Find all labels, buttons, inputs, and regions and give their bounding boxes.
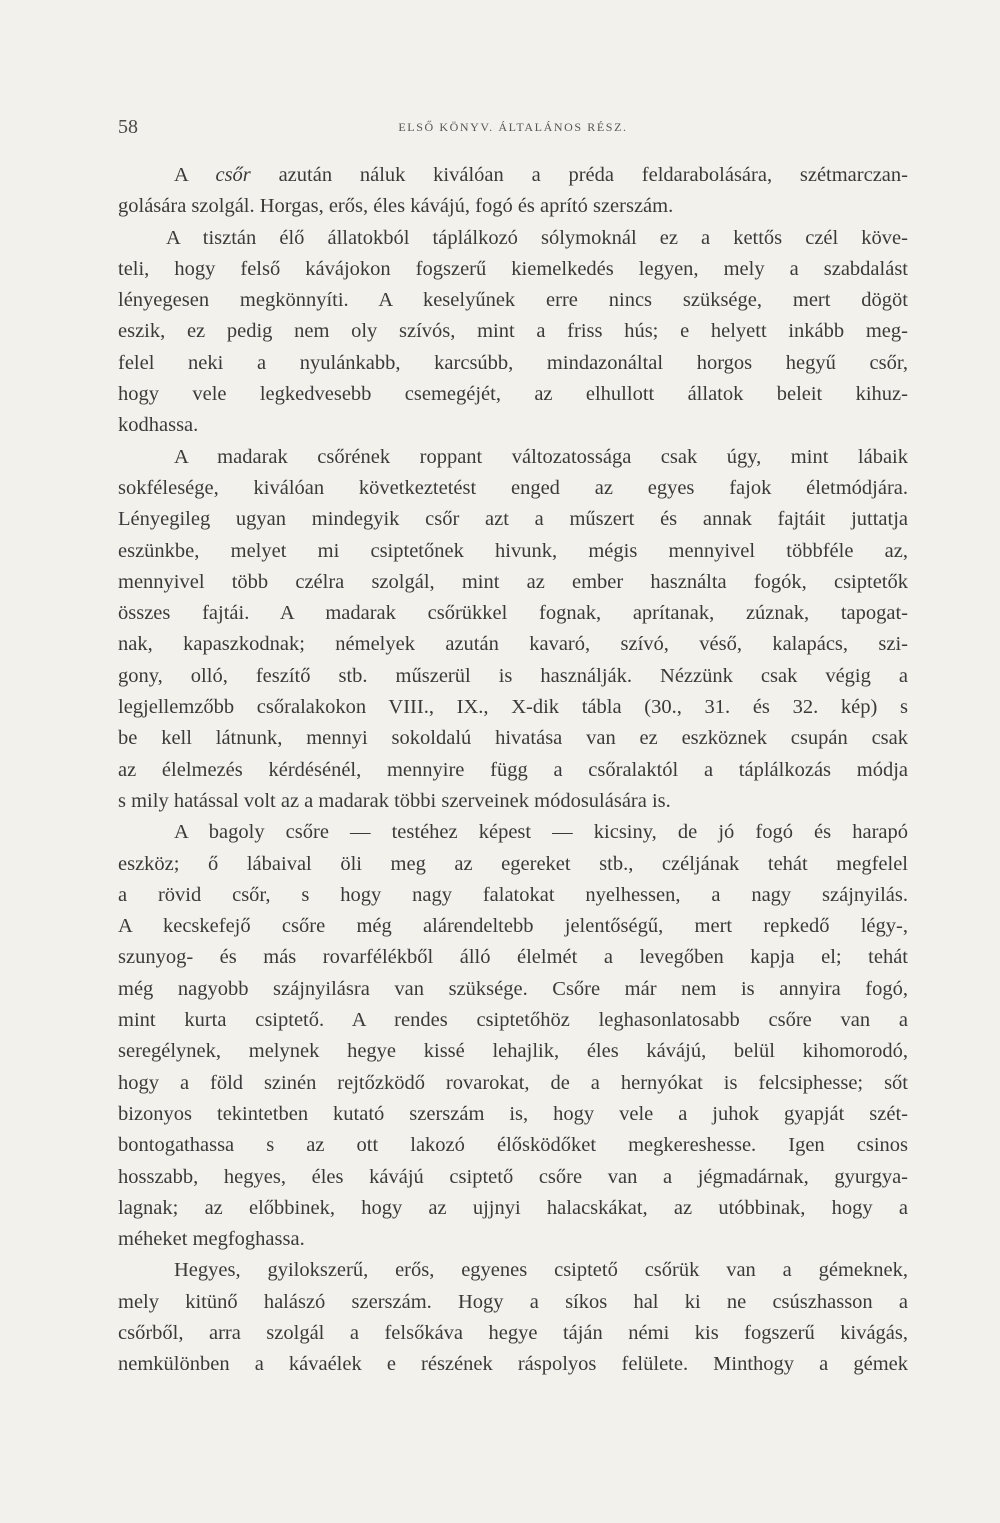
text-line: felel neki a nyulánkabb, karcsúbb, mindazonáltal horgos hegyű csőr, [118, 351, 908, 374]
text-line: szunyog- és más rovarfélékből álló élelmét a levegőben kapja el; tehát [118, 946, 908, 969]
text-line: A madarak csőrének roppant változatossága csak úgy, mint lábaik [174, 445, 908, 468]
text-line: eszik, ez pedig nem oly szívós, mint a friss hús; e helyett inkább meg- [118, 320, 908, 343]
text-line: legjellemzőbb csőralakokon VIII., IX., X-dik tábla (30., 31. és 32. kép) s [118, 696, 908, 719]
text-segment: A [174, 164, 216, 186]
text-line [118, 160, 908, 191]
text-line: lényegesen megkönnyíti. A keselyűnek erre nincs szüksége, mert dögöt [118, 289, 908, 312]
text-line: méheket megfoghassa. [118, 1228, 305, 1251]
page-number: 58 [118, 116, 138, 138]
text-line: be kell látnunk, mennyi sokoldalú hivatása van ez eszköznek csupán csak [118, 727, 908, 750]
text-line: eszköz; ő lábaival öli meg az egereket stb., czéljának tehát megfelel [118, 852, 908, 875]
text-line: A tisztán élő állatokból táplálkozó sólymoknál ez a kettős czél köve- [166, 226, 908, 249]
text-line: nemkülönben a kávaélek e részének ráspolyos felülete. Minthogy a gémek [118, 1353, 908, 1376]
text-line: sokfélesége, kiválóan következtetést enged az egyes fajok életmódjára. [118, 476, 908, 499]
text-line: lagnak; az előbbinek, hogy az ujjnyi halacskákat, az utóbbinak, hogy a [118, 1196, 908, 1219]
text-line: bontogathassa s az ott lakozó élősködőket megkereshesse. Igen csinos [118, 1134, 908, 1157]
italic-term: csőr [215, 164, 251, 186]
text-line: még nagyobb szájnyilásra van szüksége. Csőre már nem is annyira fogó, [118, 977, 908, 1000]
text-line: összes fajtái. A madarak csőrükkel fognak, aprítanak, zúznak, tapogat- [118, 602, 908, 625]
text-line: kodhassa. [118, 414, 199, 437]
text-line: mely kitünő halászó szerszám. Hogy a síkos hal ki ne csúszhasson a [118, 1290, 908, 1313]
text-line: mennyivel több czélra szolgál, mint az ember használta fogók, csiptetők [118, 570, 908, 593]
text-line: csőrből, arra szolgál a felsőkáva hegye táján némi kis fogszerű kivágás, [118, 1321, 908, 1344]
text-line: hogy a föld szinén rejtőzködő rovarokat, de a hernyókat is felcsiphesse; sőt [118, 1071, 908, 1094]
text-line: Lényegileg ugyan mindegyik csőr azt a műszert és annak fajtáit juttatja [118, 508, 908, 531]
body-text [118, 160, 908, 1381]
text-line: hogy vele legkedvesebb csemegéjét, az elhullott állatok beleit kihuz- [118, 383, 908, 406]
text-line: s mily hatással volt az a madarak többi szerveinek módosulására is. [118, 789, 671, 812]
text-line: A kecskefejő csőre még alárendeltebb jelentőségű, mert repkedő légy-, [118, 915, 908, 938]
running-head: ELSŐ KÖNYV. ÁLTALÁNOS RÉSZ. [398, 120, 628, 134]
page-header [118, 116, 908, 140]
text-line: nak, kapaszkodnak; némelyek azután kavaró, szívó, véső, kalapács, szi- [118, 633, 908, 656]
text-line: eszünkbe, melyet mi csiptetőnek hivunk, mégis mennyivel többféle az, [118, 539, 908, 562]
text-line: seregélynek, melynek hegye kissé lehajlik, éles kávájú, belül kihomorodó, [118, 1040, 908, 1063]
text-line: golására szolgál. Horgas, erős, éles kávájú, fogó és aprító szerszám. [118, 195, 674, 218]
text-line: teli, hogy felső kávájokon fogszerű kiemelkedés legyen, mely a szabdalást [118, 257, 908, 280]
text-line: a rövid csőr, s hogy nagy falatokat nyelhessen, a nagy szájnyilás. [118, 883, 908, 906]
text-line: az élelmezés kérdésénél, mennyire függ a csőralaktól a táplálkozás módja [118, 758, 908, 781]
text-line: bizonyos tekintetben kutató szerszám is, hogy vele a juhok gyapját szét- [118, 1102, 908, 1125]
text-segment: azután náluk kiválóan a préda feldarabolására, szétmarczan- [250, 164, 908, 186]
text-line: Hegyes, gyilokszerű, erős, egyenes csiptető csőrük van a gémeknek, [174, 1259, 908, 1282]
text-line: mint kurta csiptető. A rendes csiptetőhöz leghasonlatosabb csőre van a [118, 1009, 908, 1032]
text-line: A bagoly csőre — testéhez képest — kicsiny, de jó fogó és harapó [174, 821, 908, 844]
text-line: hosszabb, hegyes, éles kávájú csiptető csőre van a jégmadárnak, gyurgya- [118, 1165, 908, 1188]
text-line: gony, olló, feszítő stb. műszerül is használják. Nézzünk csak végig a [118, 664, 908, 687]
